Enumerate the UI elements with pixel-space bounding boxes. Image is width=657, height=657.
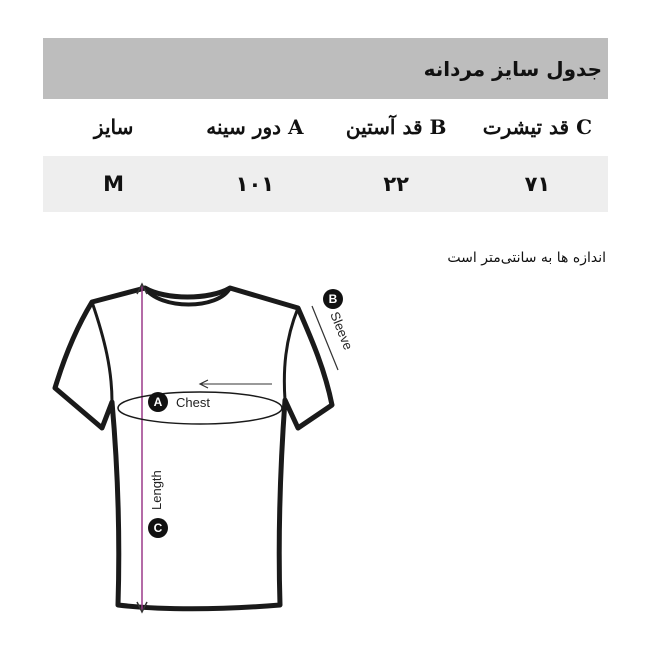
header-size: سایز — [93, 115, 134, 139]
svg-text:B: B — [328, 292, 338, 306]
svg-text:C: C — [153, 521, 163, 535]
chest-badge — [148, 392, 168, 412]
sleeve-label: Sleeve — [327, 309, 357, 352]
value-chest: ۱۰۱ — [235, 172, 275, 196]
length-badge — [148, 518, 168, 538]
tshirt-measurement-diagram — [40, 270, 370, 650]
svg-text:A: A — [153, 395, 163, 409]
size-table-title: جدول سایز مردانه — [423, 56, 602, 81]
size-table-title-bar — [43, 38, 608, 99]
header-sleeve-length: B قد آستین — [345, 115, 447, 139]
left-sleeve-seam — [92, 302, 112, 402]
units-note: اندازه ها به سانتی‌متر است — [447, 250, 606, 266]
chest-label: Chest — [176, 395, 210, 410]
header-chest: A دور سینه — [206, 115, 304, 139]
value-shirt-length: ۷۱ — [524, 172, 551, 196]
header-shirt-length: C قد تیشرت — [482, 115, 592, 139]
length-label: Length — [149, 470, 164, 510]
right-sleeve-seam — [284, 308, 298, 400]
size-table-header-row — [43, 99, 608, 155]
value-sleeve-length: ۲۲ — [383, 172, 409, 196]
size-table-value-row — [43, 156, 608, 212]
sleeve-badge — [323, 289, 343, 309]
value-size: M — [103, 172, 125, 196]
